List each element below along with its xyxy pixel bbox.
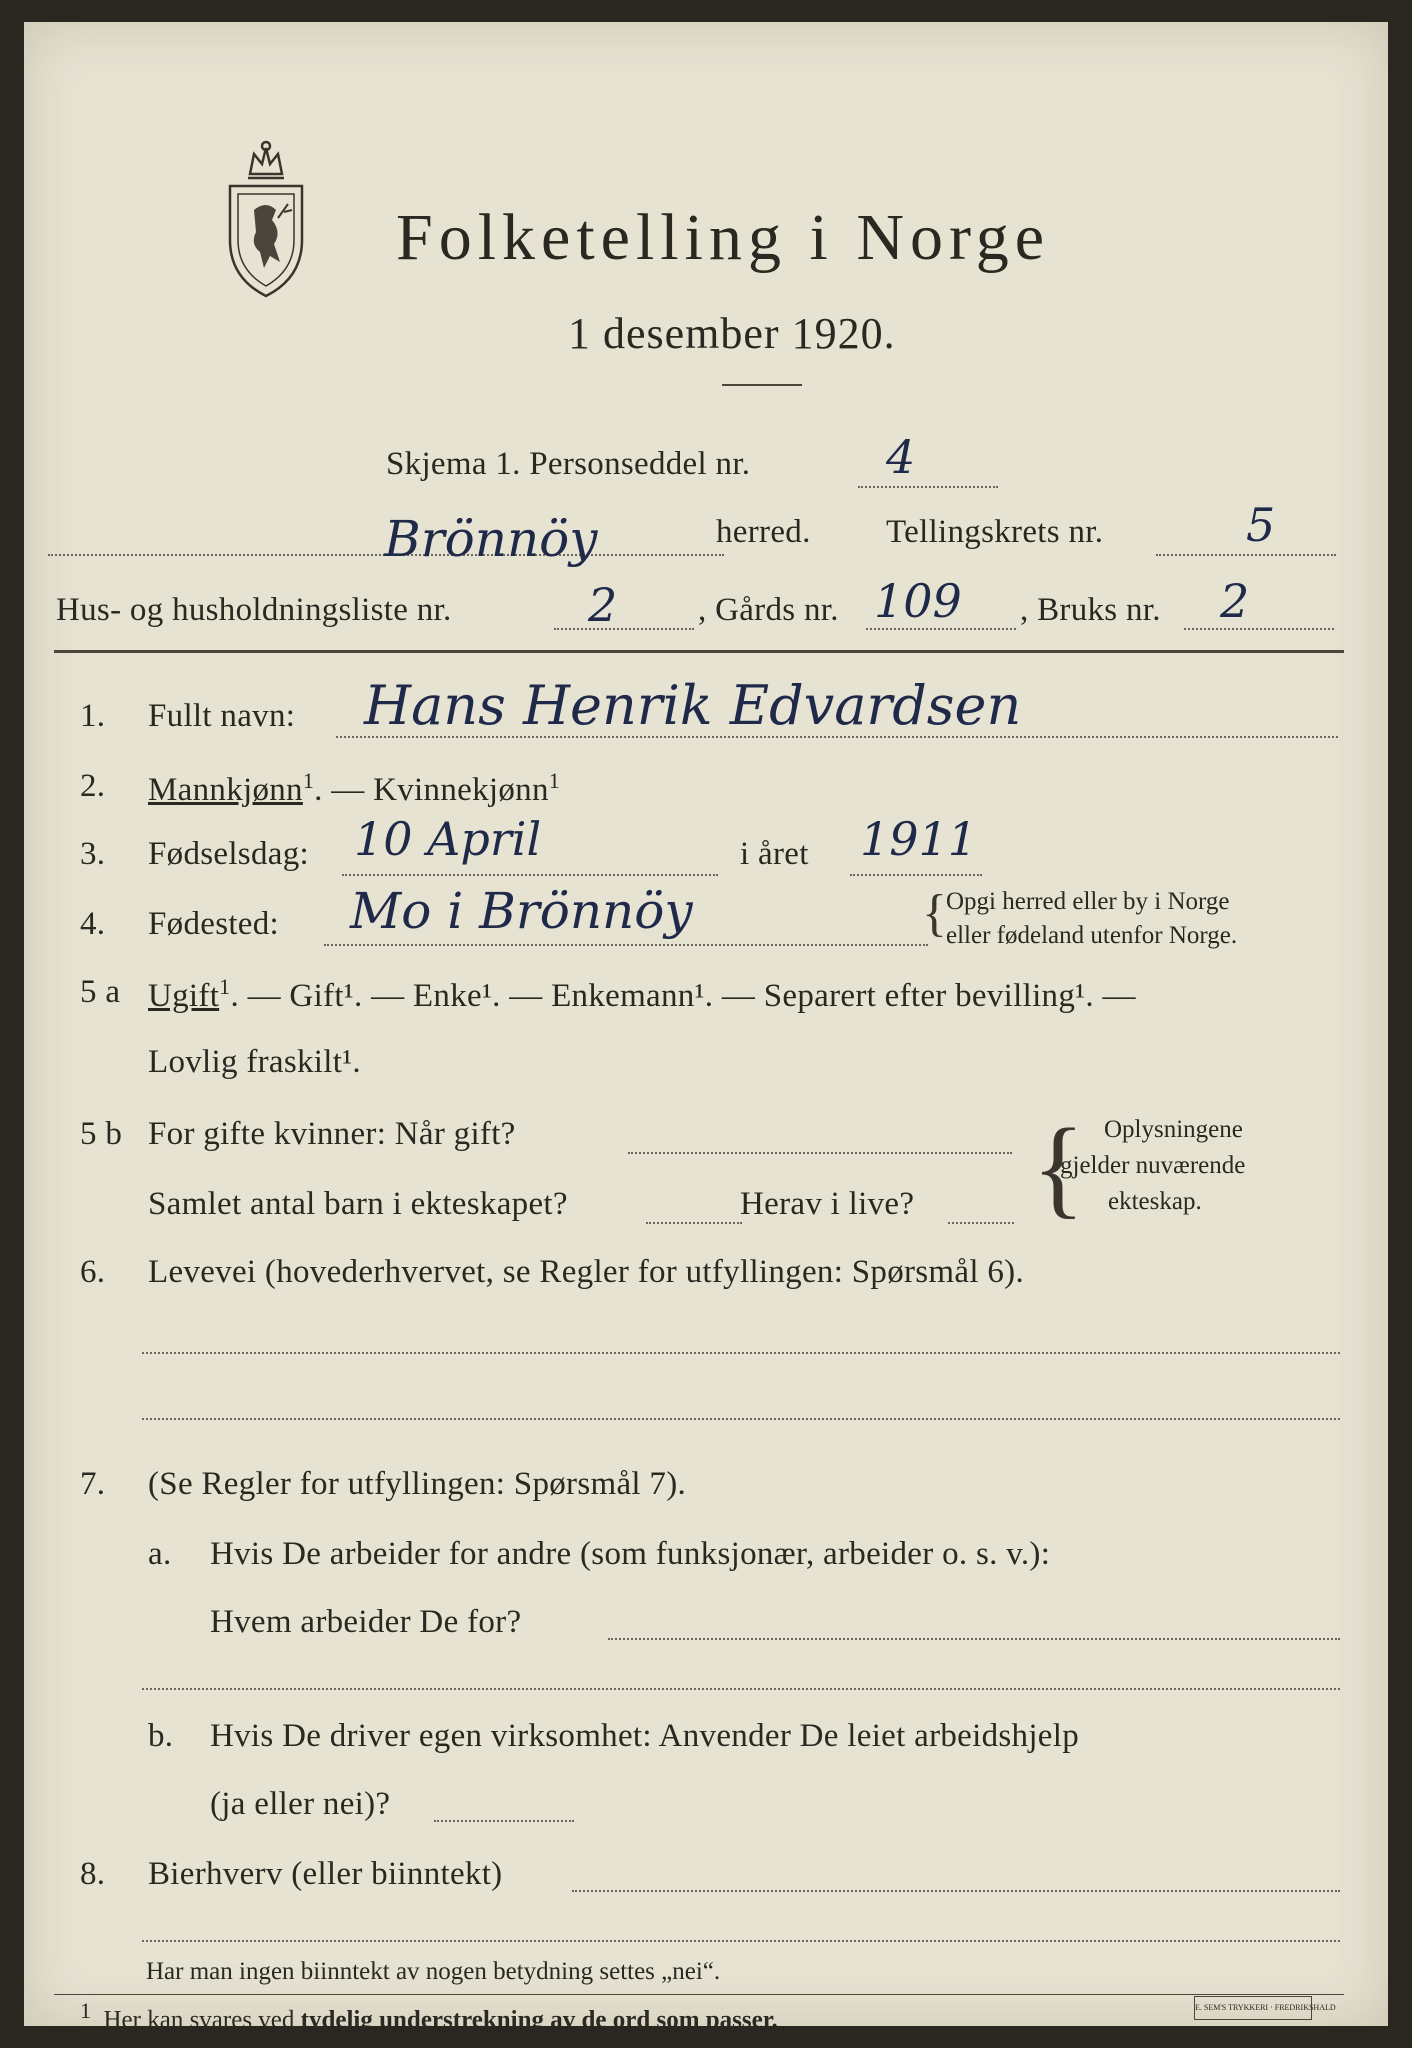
marriage-note-brace: { xyxy=(1032,1106,1085,1228)
footer-rule xyxy=(54,1994,1344,1995)
q7-number: 7. xyxy=(80,1466,106,1502)
q5a-number: 5 a xyxy=(80,974,121,1010)
skjema-label: Skjema 1. Personseddel nr. xyxy=(386,446,751,482)
option-ugift[interactable]: Ugift xyxy=(148,978,220,1014)
marriage-note-line2: gjelder nuværende xyxy=(1060,1152,1246,1179)
children-alive-field[interactable] xyxy=(948,1222,1014,1224)
children-total-label: Samlet antal barn i ekteskapet? xyxy=(148,1186,568,1222)
bruks-nr: 2 xyxy=(1220,574,1250,628)
title-divider xyxy=(722,384,802,386)
q8-label: Bierhverv (eller biinntekt) xyxy=(148,1856,503,1892)
gards-nr: 109 xyxy=(874,574,962,628)
q4-number: 4. xyxy=(80,906,106,942)
bruks-field[interactable] xyxy=(1184,628,1334,630)
q1-label: Fullt navn: xyxy=(148,698,296,734)
husholdningsliste-label: Hus- og husholdningsliste nr. xyxy=(56,592,452,628)
q7b-letter: b. xyxy=(148,1718,174,1754)
option-kvinnekjonn[interactable]: Kvinnekjønn xyxy=(373,772,549,808)
birthplace-brace: { xyxy=(922,885,947,942)
birthplace-field[interactable] xyxy=(324,944,928,946)
birthplace-value: Mo i Brönnöy xyxy=(350,882,693,940)
q7a-line1: Hvis De arbeider for andre (som funksjonær, arbeider o. s. v.): xyxy=(210,1536,1051,1572)
option-mannkjonn[interactable]: Mannkjønn xyxy=(148,772,303,808)
q5b-number: 5 b xyxy=(80,1116,123,1152)
gards-label: , Gårds nr. xyxy=(698,592,839,628)
husholdningsliste-nr: 2 xyxy=(588,578,618,632)
coat-of-arms-icon xyxy=(220,140,312,300)
q7a-line2: Hvem arbeider De for? xyxy=(210,1604,522,1640)
q7b-line2: (ja eller nei)? xyxy=(210,1786,391,1822)
q7b-line1: Hvis De driver egen virksomhet: Anvender De leiet arbeidshjelp xyxy=(210,1718,1080,1754)
tellingskrets-label: Tellingskrets nr. xyxy=(886,514,1104,550)
hired-help-field[interactable] xyxy=(434,1820,574,1822)
q3-label: Fødselsdag: xyxy=(148,836,309,872)
side-income-field-line2[interactable] xyxy=(142,1940,1340,1942)
married-when-label: For gifte kvinner: Når gift? xyxy=(148,1116,516,1152)
q1-number: 1. xyxy=(80,698,106,734)
employer-field-line2[interactable] xyxy=(142,1688,1340,1690)
printer-mark: E. SEM'S TRYKKERI · FREDRIKSHALD xyxy=(1194,1996,1312,2020)
married-when-field[interactable] xyxy=(628,1152,1012,1154)
q2-number: 2. xyxy=(80,768,106,804)
occupation-field-line1[interactable] xyxy=(142,1352,1340,1354)
personseddel-nr: 4 xyxy=(886,430,916,484)
tellingskrets-field[interactable] xyxy=(1156,554,1336,556)
census-form xyxy=(24,22,1388,2034)
herred-label: herred. xyxy=(716,514,811,550)
civil-status-line2[interactable]: Lovlig fraskilt¹. xyxy=(148,1044,361,1080)
q4-label: Fødested: xyxy=(148,906,280,942)
side-income-field[interactable] xyxy=(572,1890,1340,1892)
personseddel-field[interactable] xyxy=(858,486,998,488)
q7-label: (Se Regler for utfyllingen: Spørsmål 7). xyxy=(148,1466,687,1502)
tellingskrets-nr: 5 xyxy=(1246,498,1276,552)
form-title: Folketelling i Norge xyxy=(396,201,1051,274)
children-alive-label: Herav i live? xyxy=(740,1186,915,1222)
birthdate-field[interactable] xyxy=(342,874,718,876)
employer-field[interactable] xyxy=(608,1638,1340,1640)
marriage-note-line3: ekteskap. xyxy=(1108,1188,1202,1215)
birthplace-note-line1: Opgi herred eller by i Norge xyxy=(946,888,1230,915)
marriage-note-line1: Oplysningene xyxy=(1104,1116,1243,1143)
q8-number: 8. xyxy=(80,1856,106,1892)
header-rule xyxy=(54,650,1344,653)
full-name-value: Hans Henrik Edvardsen xyxy=(364,674,1022,737)
gender-options: Mannkjønn$^1$. — Kvinnekjønn$^1$ xyxy=(148,768,561,808)
q3-number: 3. xyxy=(80,836,106,872)
birthplace-note-line2: eller fødeland utenfor Norge. xyxy=(946,922,1238,949)
civil-status-options: Ugift$^1$. — Gift¹. — Enke¹. — Enkemann¹. — Separert efter bevilling¹. — xyxy=(148,974,1136,1014)
form-subtitle: 1 desember 1920. xyxy=(568,309,896,358)
gards-field[interactable] xyxy=(866,628,1016,630)
husholdningsliste-field[interactable] xyxy=(554,628,694,630)
bruks-label: , Bruks nr. xyxy=(1020,592,1161,628)
herred-name: Brönnöy xyxy=(384,510,598,568)
q6-number: 6. xyxy=(80,1254,106,1290)
birthyear-value: 1911 xyxy=(860,812,978,866)
q6-label: Levevei (hovederhvervet, se Regler for utfyllingen: Spørsmål 6). xyxy=(148,1254,1025,1290)
children-total-field[interactable] xyxy=(646,1222,742,1224)
occupation-field-line2[interactable] xyxy=(142,1418,1340,1420)
birthyear-field[interactable] xyxy=(850,874,982,876)
side-income-note: Har man ingen biinntekt av nogen betydning settes „nei“. xyxy=(146,1958,721,1985)
year-label: i året xyxy=(740,836,809,872)
footnote: $^1$ Her kan svares ved tydelig understrekning av de ord som passer. xyxy=(80,1998,778,2034)
birthdate-value: 10 April xyxy=(354,812,542,866)
q7a-letter: a. xyxy=(148,1536,172,1572)
